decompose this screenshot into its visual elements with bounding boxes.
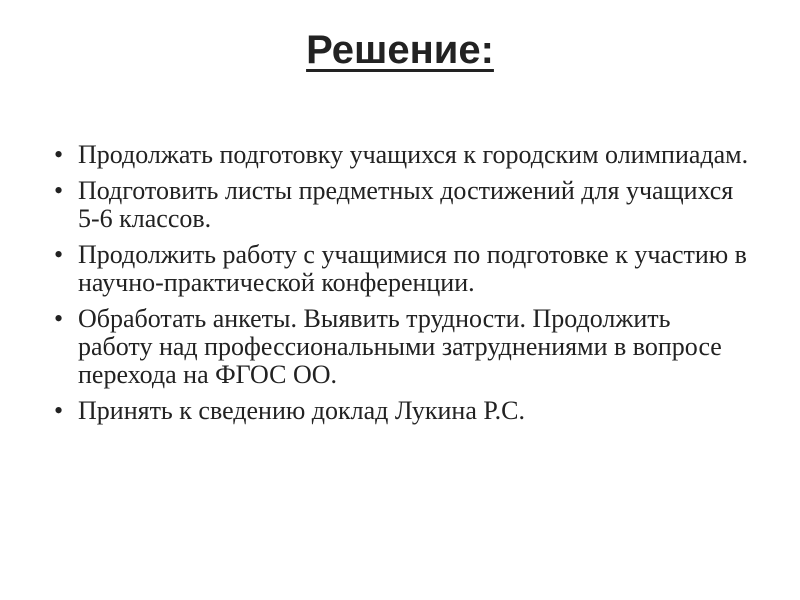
bullet-icon: • (54, 176, 64, 205)
bullet-item (50, 241, 750, 297)
bullet-item-text: Продолжить работу с учащимися по подготовке к участию в научно-практической конференции. (78, 240, 747, 297)
bullet-item-text: Продолжать подготовку учащихся к городским олимпиадам. (78, 140, 749, 169)
bullet-icon: • (54, 304, 64, 333)
bullet-item-text: Подготовить листы предметных достижений для учащихся 5-6 классов. (78, 176, 734, 233)
bullet-item-text: Обработать анкеты. Выявить трудности. Продолжить работу над профессиональными затруднениями в вопросе перехода на ФГОС ОО. (78, 304, 722, 389)
bullet-icon: • (54, 240, 64, 269)
bullet-item (50, 397, 750, 425)
slide-title-text: Решение: (306, 28, 494, 72)
bullet-item (50, 141, 750, 169)
bullet-icon: • (54, 140, 64, 169)
bullet-list (50, 141, 750, 433)
bullet-item (50, 305, 750, 389)
slide-title (0, 18, 800, 82)
bullet-icon: • (54, 396, 64, 425)
bullet-item (50, 177, 750, 233)
bullet-item-text: Принять к сведению доклад Лукина Р.С. (78, 396, 525, 425)
